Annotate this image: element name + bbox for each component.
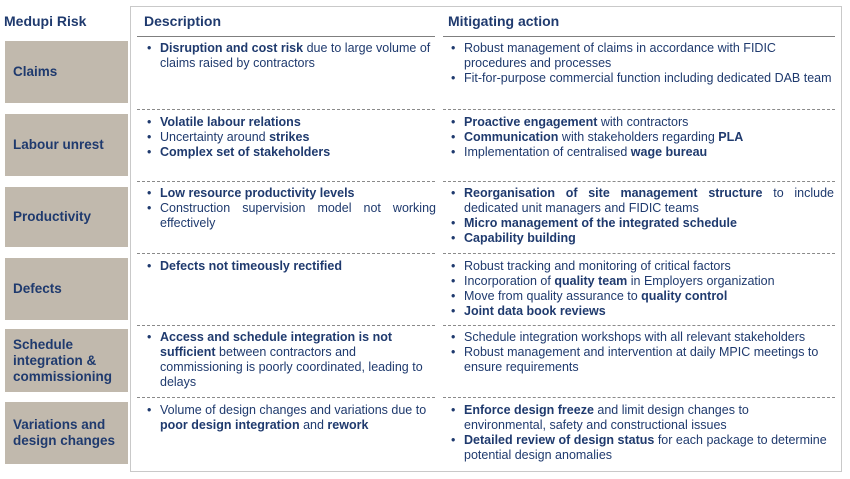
- emphasis-text: rework: [327, 418, 369, 432]
- mitigation-bullet: [448, 289, 834, 304]
- bullet-text: Move from quality assurance to: [464, 289, 642, 303]
- mitigation-bullet: [448, 403, 834, 433]
- emphasis-text: Communication: [464, 130, 559, 144]
- bullet-text: Schedule integration workshops with all relevant stakeholders: [464, 330, 806, 344]
- risk-label: [5, 187, 128, 247]
- risk-label: [5, 41, 128, 103]
- emphasis-text: Detailed review of design status: [464, 433, 655, 447]
- mitigation-bullet: [448, 345, 834, 375]
- emphasis-text: Joint data book reviews: [464, 304, 606, 318]
- description-bullet: [144, 330, 436, 390]
- description-bullet: [144, 186, 436, 201]
- bullet-text: Uncertainty around: [160, 130, 270, 144]
- description-cell: [144, 186, 436, 231]
- emphasis-text: Micro management of the integrated schedule: [464, 216, 737, 230]
- description-bullet: [144, 130, 436, 145]
- mitigation-cell: [448, 403, 834, 463]
- mitigation-header-underline: [443, 36, 835, 37]
- row-separator: [443, 181, 835, 182]
- row-separator: [137, 325, 435, 326]
- bullet-text: Robust tracking and monitoring of critical factors: [464, 259, 731, 273]
- mitigation-bullet: [448, 231, 834, 246]
- bullet-text: due to large volume of claims raised by contractors: [160, 41, 431, 70]
- emphasis-text: Proactive engagement: [464, 115, 598, 129]
- mitigation-column-header: Mitigating action: [448, 13, 560, 29]
- description-bullet: [144, 41, 436, 71]
- mitigation-bullet: [448, 433, 834, 463]
- bullet-text: and: [299, 418, 328, 432]
- emphasis-text: Disruption and cost risk: [160, 41, 304, 55]
- emphasis-text: poor design integration: [160, 418, 300, 432]
- row-separator: [137, 181, 435, 182]
- bullet-text: Robust management and intervention at daily MPIC meetings to ensure requirements: [464, 345, 819, 374]
- bullet-text: for each package to determine potential design anomalies: [464, 433, 827, 462]
- row-separator: [443, 397, 835, 398]
- bullet-text: with contractors: [597, 115, 689, 129]
- bullet-text: Construction supervision model not working effectively: [160, 201, 436, 230]
- risk-label: [5, 329, 128, 392]
- description-bullet: [144, 403, 436, 433]
- mitigation-bullet: [448, 71, 834, 86]
- risk-label-line: commissioning: [13, 368, 113, 384]
- description-cell: [144, 330, 436, 390]
- mitigation-bullet: [448, 41, 834, 71]
- mitigation-bullet: [448, 130, 834, 145]
- risk-label-line: Productivity: [13, 209, 92, 224]
- row-separator: [137, 109, 435, 110]
- bullet-text: to include dedicated unit managers and FIDIC teams: [464, 186, 834, 215]
- bullet-text: with stakeholders regarding: [558, 130, 719, 144]
- bullet-text: Fit-for-purpose commercial function including dedicated DAB team: [464, 71, 832, 85]
- emphasis-text: Defects not timeously rectified: [160, 259, 342, 273]
- description-bullet: [144, 115, 436, 130]
- emphasis-text: Volatile labour relations: [160, 115, 301, 129]
- row-separator: [443, 325, 835, 326]
- risk-label-line: integration &: [13, 352, 97, 368]
- mitigation-bullet: [448, 304, 834, 319]
- risk-column-header: Medupi Risk: [4, 13, 87, 29]
- risk-label-line: Defects: [13, 281, 62, 296]
- risk-label: [5, 114, 128, 176]
- row-separator: [443, 253, 835, 254]
- bullet-text: in Employers organization: [627, 274, 775, 288]
- description-cell: [144, 403, 436, 433]
- emphasis-text: wage bureau: [630, 145, 708, 159]
- risk-label-line: design changes: [13, 433, 116, 448]
- risk-label: [5, 258, 128, 320]
- emphasis-text: Enforce design freeze: [464, 403, 594, 417]
- emphasis-text: Low resource productivity levels: [160, 186, 355, 200]
- emphasis-text: Complex set of stakeholders: [160, 145, 331, 159]
- bullet-text: Volume of design changes and variations due to: [160, 403, 427, 417]
- row-separator: [137, 253, 435, 254]
- description-cell: [144, 259, 436, 274]
- risk-label-line: Claims: [13, 64, 58, 79]
- emphasis-text: strikes: [269, 130, 310, 144]
- emphasis-text: PLA: [718, 130, 744, 144]
- mitigation-cell: [448, 330, 834, 375]
- description-bullet: [144, 201, 436, 231]
- mitigation-cell: [448, 115, 834, 160]
- emphasis-text: quality control: [641, 289, 728, 303]
- mitigation-bullet: [448, 186, 834, 216]
- mitigation-bullet: [448, 274, 834, 289]
- risk-label-line: Variations and: [13, 417, 106, 432]
- bullet-text: between contractors and commissioning is poorly coordinated, leading to delays: [160, 345, 423, 389]
- bullet-text: Robust management of claims in accordance with FIDIC procedures and processes: [464, 41, 776, 70]
- bullet-text: Incorporation of: [464, 274, 555, 288]
- bullet-text: and limit design changes to environmental, safety and constructional issues: [464, 403, 749, 432]
- risk-label-line: Schedule: [13, 336, 74, 352]
- description-cell: [144, 41, 436, 71]
- emphasis-text: Reorganisation of site management structure: [464, 186, 763, 200]
- row-separator: [137, 397, 435, 398]
- emphasis-text: Capability building: [464, 231, 576, 245]
- mitigation-bullet: [448, 330, 834, 345]
- mitigation-bullet: [448, 259, 834, 274]
- mitigation-cell: [448, 41, 834, 86]
- bullet-text: Implementation of centralised: [464, 145, 631, 159]
- description-bullet: [144, 145, 436, 160]
- risk-label: [5, 402, 128, 464]
- mitigation-cell: [448, 186, 834, 246]
- description-cell: [144, 115, 436, 160]
- description-bullet: [144, 259, 436, 274]
- emphasis-text: quality team: [554, 274, 628, 288]
- description-column-header: Description: [144, 13, 222, 29]
- mitigation-bullet: [448, 145, 834, 160]
- mitigation-cell: [448, 259, 834, 319]
- mitigation-bullet: [448, 216, 834, 231]
- risk-label-line: Labour unrest: [13, 137, 104, 152]
- mitigation-bullet: [448, 115, 834, 130]
- emphasis-text: Access and schedule integration is not sufficient: [160, 330, 393, 359]
- description-header-underline: [137, 36, 435, 37]
- row-separator: [443, 109, 835, 110]
